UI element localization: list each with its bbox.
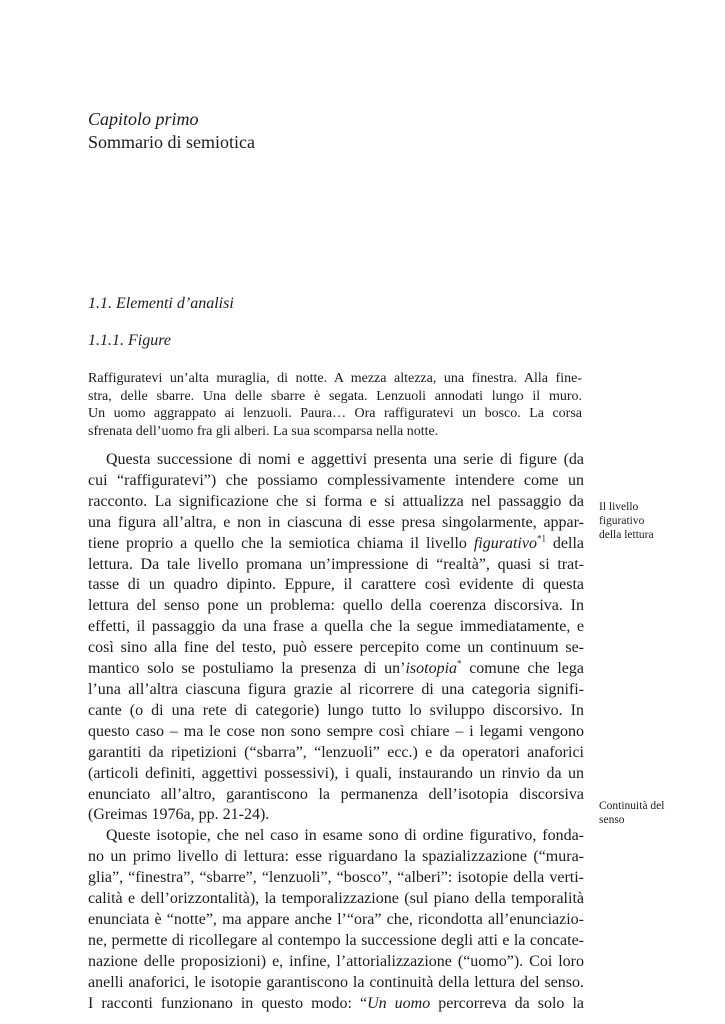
section-heading: 1.1. Elementi d’analisi [88, 295, 234, 312]
body-line: ne, permette di ricollegare al contempo la successione degli atti e la concate- [88, 931, 584, 949]
epigraph-line: Un uomo aggrappato ai lenzuoli. Paura… Ora raffiguratevi un bosco. La corsa [88, 406, 582, 422]
body-line: l’una all’altra ciascuna figura grazie al ricorrere di una categoria signifi- [88, 680, 584, 698]
body-text [88, 450, 584, 1014]
margin-note-line: della lettura [599, 529, 654, 541]
body-line: così sino alla fine del testo, può essere percepito come un continuum se- [88, 639, 584, 657]
glossary-mark: * [457, 658, 462, 669]
term-un-uomo: Un uomo [367, 994, 431, 1012]
body-line: nazione delle proposizioni) e, infine, l’attorializzazione (“uomo”). Coi loro [88, 952, 584, 970]
body-line: anelli anaforici, le isotopie garantiscono la continuità della lettura del senso. [88, 973, 584, 991]
epigraph [88, 370, 582, 440]
body-line: tiene proprio a quello che la semiotica chiama il livello figurativo$^{*1}$ della [88, 533, 584, 552]
body-line: lettura del senso pone un problema: quello della coerenza discorsiva. In [88, 597, 584, 615]
chapter-label: Capitolo primo [88, 109, 199, 129]
note-mark: *1 [536, 533, 546, 544]
margin-note-line: Il livello [599, 501, 639, 513]
body-line: glia”, “finestra”, “sbarre”, “lenzuoli”, “bosco”, “alberi”: isotopie della verti- [88, 869, 584, 887]
margin-note-continuita [599, 799, 709, 827]
body-line: racconto. La significazione che si forma e si attualizza nel passaggio da [88, 492, 584, 510]
margin-note-line: Continuità del [599, 800, 665, 812]
body-line: (Greimas 1976a, pp. 21-24). [88, 806, 270, 824]
body-line: Questa successione di nomi e aggettivi presenta una serie di figure (da [106, 451, 584, 468]
margin-note-line: senso [599, 814, 625, 826]
term-figurativo: figurativo [473, 534, 537, 552]
body-line: cante (o di una rete di categorie) lungo tutto lo sviluppo discorsivo. In [88, 701, 584, 719]
subsection-heading: 1.1.1. Figure [88, 332, 171, 349]
body-line: mantico solo se postuliamo la presenza di un’isotopia* comune che lega [88, 658, 584, 678]
margin-note-line: figurativo [599, 515, 645, 527]
epigraph-line: Raffiguratevi un’alta muraglia, di notte. A mezza altezza, una finestra. Alla fine- [88, 371, 582, 386]
body-line: (articoli definiti, aggettivi possessivi), i quali, instaurando un rinvio da un [88, 764, 584, 782]
margin-note-livello-figurativo [599, 500, 709, 542]
body-line: una figura all’altra, e non in ciascuna di esse presa singolarmente, appar- [88, 513, 584, 531]
body-line: cui “raffiguratevi”) che possiamo complessivamente intendere come un [88, 471, 584, 489]
term-isotopia: isotopia [405, 660, 458, 678]
body-line: enunciata è “notte”, ma appare anche l’“ora” che, ricondotta all’enunciazio- [88, 910, 584, 928]
body-line: tasse di un quadro dipinto. Eppure, il carattere così evidente di questa [88, 576, 584, 594]
body-line: I racconti funzionano in questo modo: “Un uomo percorreva da solo la [88, 994, 584, 1012]
body-line: garantiti da ripetizioni (“sbarra”, “lenzuoli” ecc.) e da operatori anaforici [88, 743, 584, 761]
body-line: Queste isotopie, che nel caso in esame sono di ordine figurativo, fonda- [106, 827, 584, 845]
body-line: questo caso – ma le cose non sono sempre così chiare – i legami vengono [88, 722, 584, 740]
epigraph-line: sfrenata dell’uomo fra gli alberi. La sua scomparsa nella notte. [88, 423, 439, 439]
epigraph-line: stra, delle sbarre. Una delle sbarre è segata. Lenzuoli annodati lungo il muro. [88, 388, 582, 404]
body-line: effetti, il passaggio da una frase a quella che la segue immediatamente, e [88, 618, 584, 636]
body-line: enunciato all’altro, garantiscono la permanenza dell’isotopia discorsiva [88, 785, 584, 803]
chapter-title: Sommario di semiotica [88, 132, 255, 152]
body-line: lettura. Da tale livello promana un’impressione di “realtà”, quasi si trat- [88, 555, 584, 573]
body-line: no un primo livello di lettura: esse riguardano la spazializzazione (“mura- [88, 848, 584, 866]
body-line: calità e dell’orizzontalità), la temporalizzazione (sul piano della temporalità [88, 890, 584, 908]
